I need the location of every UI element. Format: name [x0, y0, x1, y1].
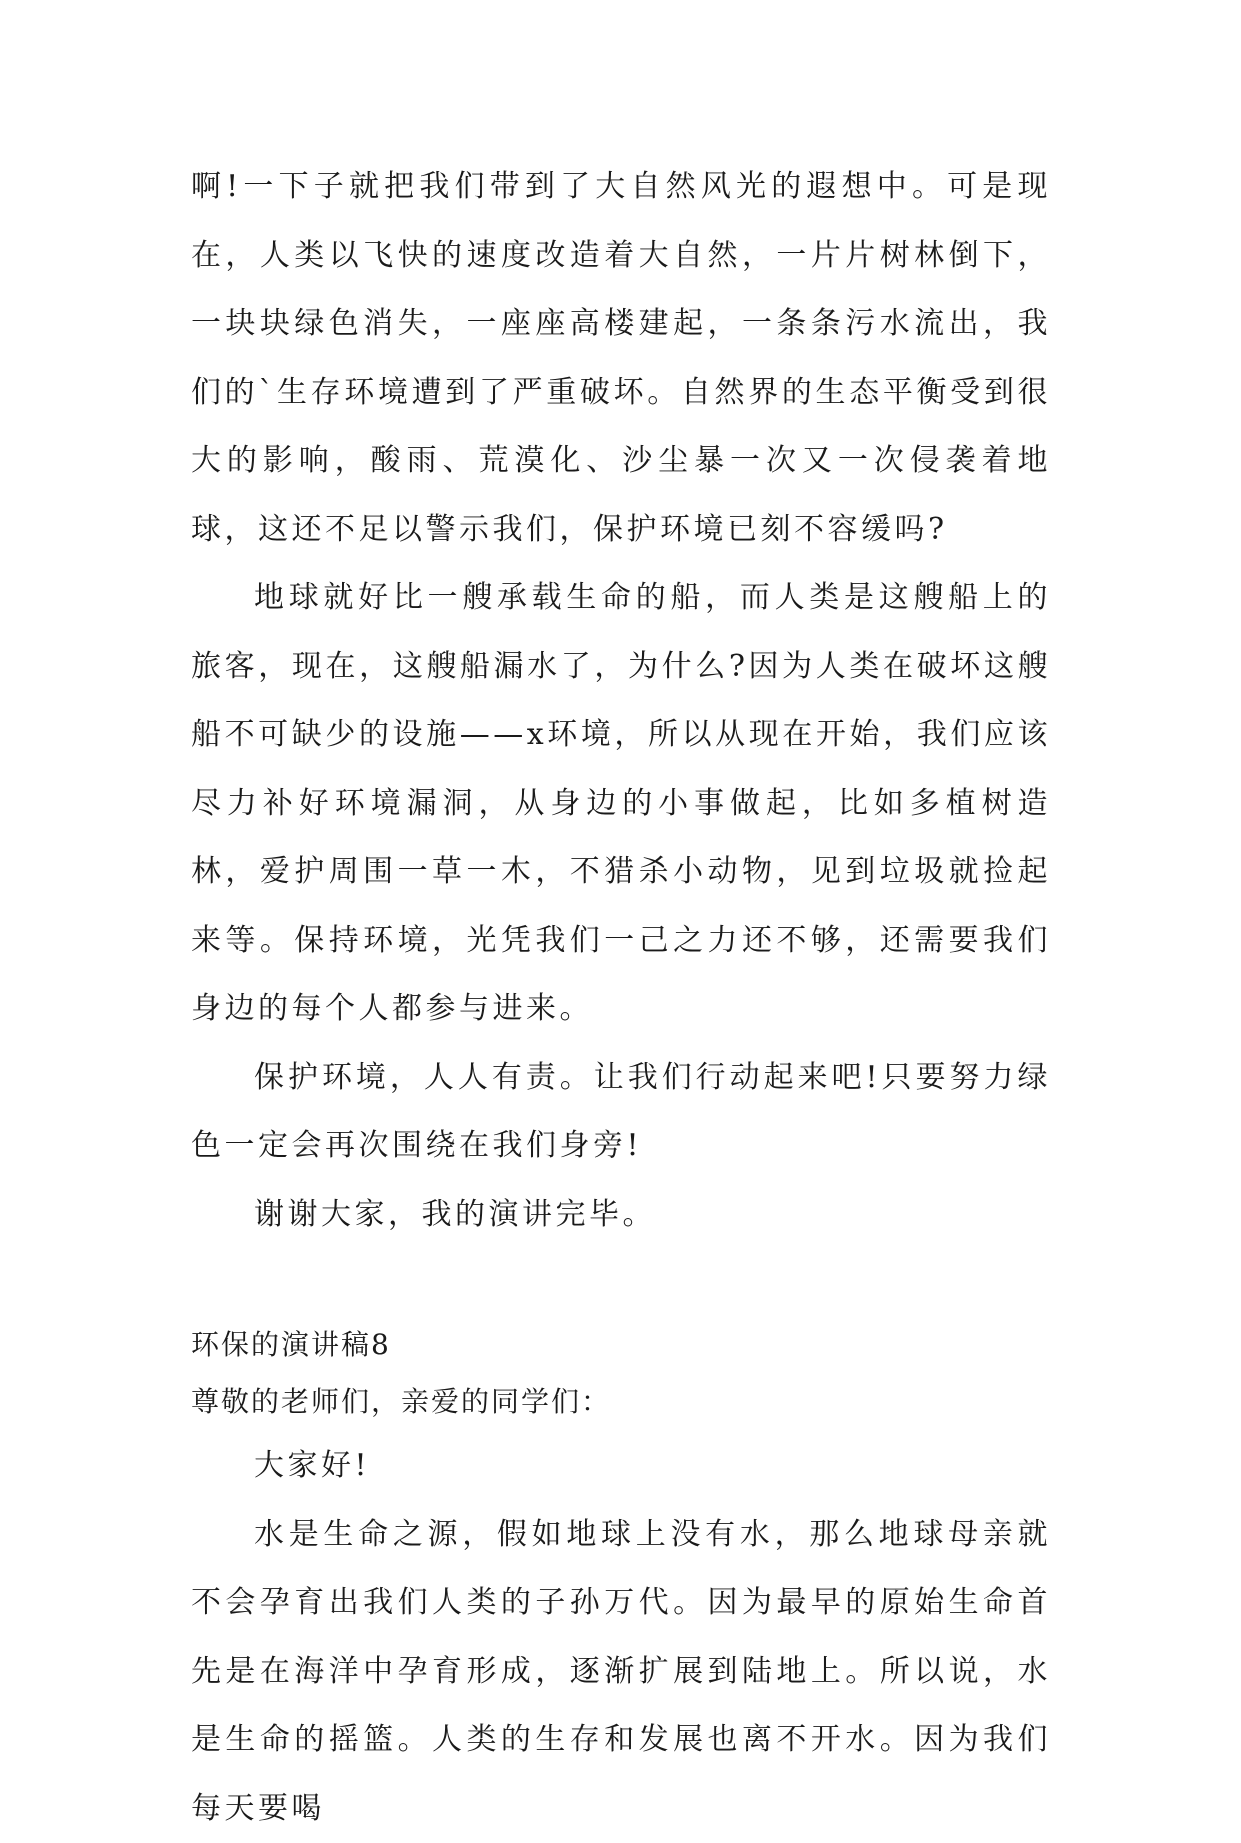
greeting: 大家好! [191, 1432, 1051, 1501]
paragraph-call-to-action: 保护环境，人人有责。让我们行动起来吧!只要努力绿色一定会再次围绕在我们身旁! [191, 1044, 1051, 1181]
paragraph-closing: 谢谢大家，我的演讲完毕。 [191, 1181, 1051, 1250]
document-body [191, 153, 1051, 1843]
salutation: 尊敬的老师们，亲爱的同学们： [191, 1372, 1051, 1432]
paragraph-earth-ship: 地球就好比一艘承载生命的船，而人类是这艘船上的旅客，现在，这艘船漏水了，为什么?因为人类在破坏这艘船不可缺少的设施——x环境，所以从现在开始，我们应该尽力补好环境漏洞，从身边的小事做起，比如多植树造林，爱护周围一草一木，不猎杀小动物，见到垃圾就捡起来等。保持环境，光凭我们一己之力还不够，还需要我们身边的每个人都参与进来。 [191, 564, 1051, 1044]
paragraph-continuation: 啊!一下子就把我们带到了大自然风光的遐想中。可是现在，人类以飞快的速度改造着大自然，一片片树林倒下，一块块绿色消失，一座座高楼建起，一条条污水流出，我们的`生存环境遭到了严重破坏。自然界的生态平衡受到很大的影响，酸雨、荒漠化、沙尘暴一次又一次侵袭着地球，这还不足以警示我们，保护环境已刻不容缓吗? [191, 153, 1051, 564]
section-spacer [191, 1249, 1051, 1317]
paragraph-water: 水是生命之源，假如地球上没有水，那么地球母亲就不会孕育出我们人类的子孙万代。因为最早的原始生命首先是在海洋中孕育形成，逐渐扩展到陆地上。所以说，水是生命的摇篮。人类的生存和发展也离不开水。因为我们每天要喝 [191, 1501, 1051, 1843]
section-title: 环保的演讲稿8 [191, 1317, 1051, 1372]
